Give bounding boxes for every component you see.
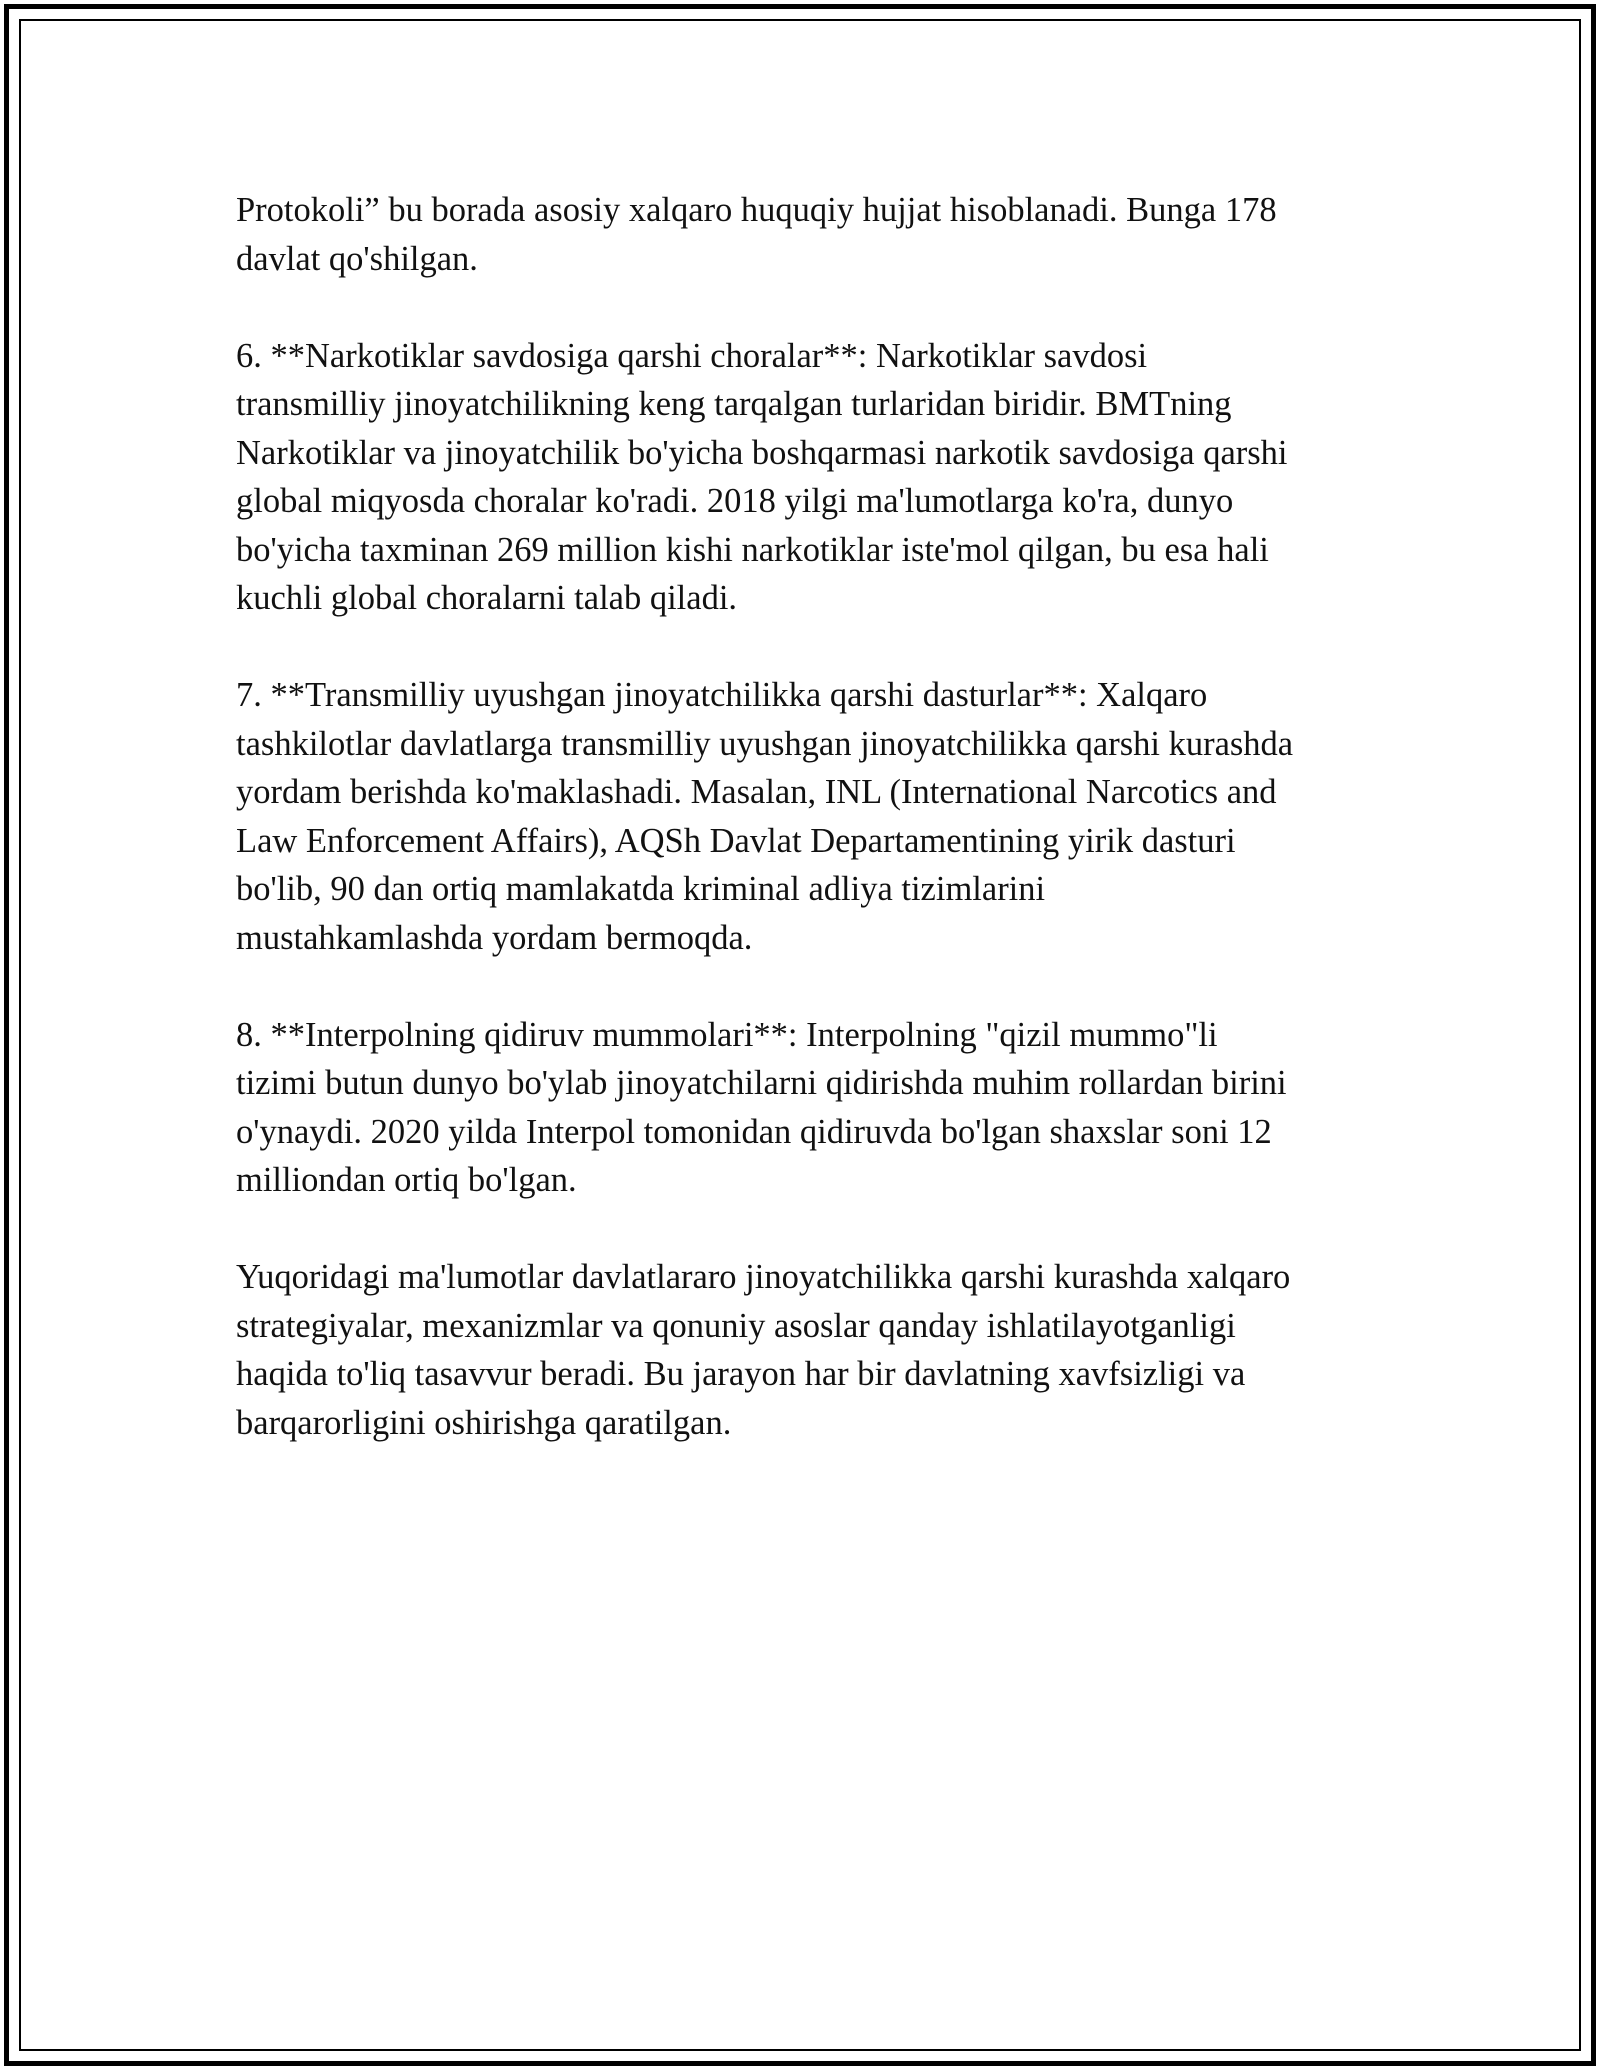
document-body [236, 186, 1386, 1447]
text-line: Protokoli” bu borada asosiy xalqaro huquqiy hujjat hisoblanadi. Bunga 178 [236, 191, 1277, 229]
text-line: tashkilotlar davlatlarga transmilliy uyushgan jinoyatchilikka qarshi kurashda [236, 724, 1294, 763]
text-line: Law Enforcement Affairs), AQSh Davlat Departamentining yirik dasturi [236, 821, 1236, 860]
text-line: davlat qo'shilgan. [236, 239, 478, 278]
text-line: transmilliy jinoyatchilikning keng tarqalgan turlaridan biridir. BMTning [236, 385, 1232, 423]
text-line: yordam berishda ko'maklashadi. Masalan, INL (International Narcotics and [236, 773, 1277, 811]
text-line: 6. **Narkotiklar savdosiga qarshi choralar**: Narkotiklar savdosi [236, 336, 1148, 375]
paragraph-item-7 [236, 671, 1386, 962]
text-line: Narkotiklar va jinoyatchilik bo'yicha boshqarmasi narkotik savdosiga qarshi [236, 433, 1288, 472]
text-line: haqida to'liq tasavvur beradi. Bu jarayon har bir davlatning xavfsizligi va [236, 1355, 1246, 1393]
text-line: 8. **Interpolning qidiruv mummolari**: Interpolning "qizil mummo"li [236, 1015, 1218, 1054]
paragraph-protocol-continuation [236, 186, 1386, 283]
text-line: Yuqoridagi ma'lumotlar davlatlararo jinoyatchilikka qarshi kurashda xalqaro [236, 1258, 1291, 1296]
text-line: global miqyosda choralar ko'radi. 2018 yilgi ma'lumotlarga ko'ra, dunyo [236, 482, 1234, 520]
text-line: o'ynaydi. 2020 yilda Interpol tomonidan qidiruvda bo'lgan shaxslar soni 12 [236, 1112, 1272, 1151]
paragraph-conclusion [236, 1253, 1386, 1447]
paragraph-item-6 [236, 332, 1386, 623]
text-line: kuchli global choralarni talab qiladi. [236, 579, 738, 617]
text-line: bo'lib, 90 dan ortiq mamlakatda kriminal adliya tizimlarini [236, 870, 1046, 908]
text-line: 7. **Transmilliy uyushgan jinoyatchilikka qarshi dasturlar**: Xalqaro [236, 676, 1208, 714]
text-line: tizimi butun dunyo bo'ylab jinoyatchilarni qidirishda muhim rollardan birini [236, 1064, 1287, 1102]
text-line: milliondan ortiq bo'lgan. [236, 1161, 577, 1199]
text-line: strategiyalar, mexanizmlar va qonuniy asoslar qanday ishlatilayotganligi [236, 1306, 1236, 1345]
paragraph-item-8 [236, 1011, 1386, 1205]
text-line: bo'yicha taxminan 269 million kishi narkotiklar iste'mol qilgan, bu esa hali [236, 530, 1269, 569]
text-line: mustahkamlashda yordam bermoqda. [236, 918, 753, 957]
text-line: barqarorligini oshirishga qaratilgan. [236, 1403, 732, 1442]
